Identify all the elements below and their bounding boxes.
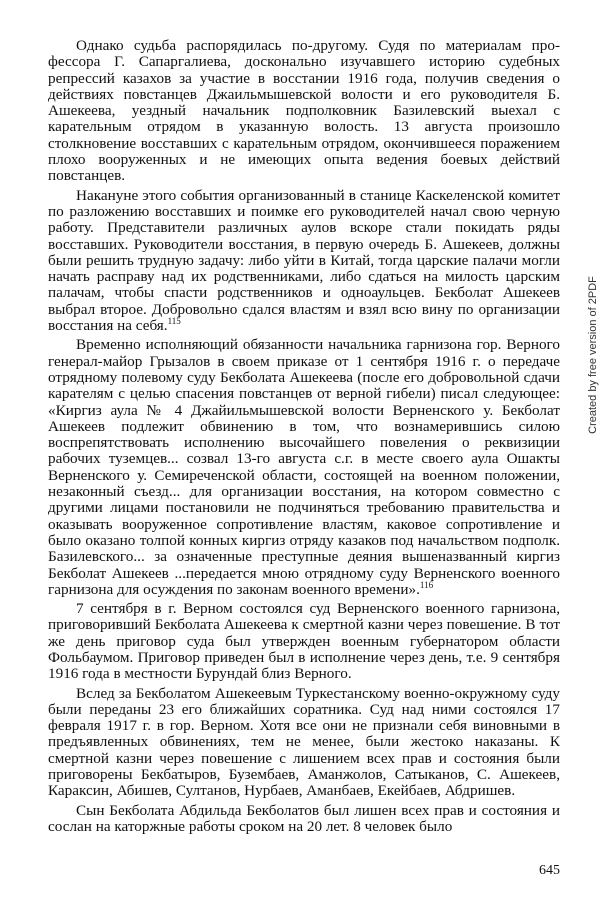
paragraph-4-text: 7 сентября в г. Верном состоялся суд Верненского военного гарнизона, приговоривший Бекболата Ашекеева к смертной казни через повешение. В тот же день приговор суда был утвержден военным губернатором области Фольбаумом. Приговор приведен был в исполнение через день, т.е. 9 сентября 1916 года в местности Бурундай близ Верного. [48, 600, 560, 683]
paragraph-4 [48, 601, 560, 682]
paragraph-6 [48, 803, 560, 836]
paragraph-6-text: Сын Бекболата Абдильда Бекболатов был лишен всех прав и состояния и сослан на каторжные работы сроком на 20 лет. 8 человек было [48, 801, 560, 835]
paragraph-2-text: Накануне этого события организованный в станице Каскеленской комитет по разложению восставших и поимке его руководителей начал свою черную работу. Представители различных аулов вскоре стали покидать ряды восставших. Руководители восстания, в первую очередь Б. Ашекеев, должны были решить трудную задачу: либо уйти в Китай, тогда царские палачи могли начать расправу над их родственниками, либо сдаться на милость царским палачам, чтобы спасти родственников и одноаульцев. Бекболат Ашекеев выбрал второе. Добровольно сдался властям и взял всю вину по организации восстания на себя. [48, 186, 560, 335]
paragraph-1 [48, 38, 560, 185]
paragraph-1-text: Однако судьба распорядилась по-другому. Судя по материалам профессора Г. Сапаргалиева, досконально изучавшего историю судебных репрессий казахов за участие в восстании 1916 года, получив сведения о действиях повстанцев Джаильмышевской волости и его руководителя Б. Ашекеева, уездный начальник подполковник Базилевский выехал с карательным отрядом в указанную волость. 13 августа произошло столкновение восставших с карательным отрядом, окончившееся поражением плохо вооруженных и не имеющих опыта ведения боевых действий повстанцев. [48, 37, 560, 185]
paragraph-5 [48, 686, 560, 800]
paragraph-2 [48, 188, 560, 335]
footnote-115: 115 [167, 315, 181, 326]
footnote-116: 116 [419, 579, 434, 590]
watermark [586, 190, 600, 520]
paragraph-3 [48, 337, 560, 598]
paragraph-5-text: Вслед за Бекболатом Ашекеевым Туркестанскому военно-окружному суду были переданы 23 его ближайших соратника. Суд над ними состоялся 17 февраля 1917 г. в гор. Верном. Хотя все они не признали себя виновными в предъявленных обвинениях, тем не менее, были жестоко наказаны. К смертной казни через повешение с лишением всех прав и состояния были приговорены Бекбатыров, Бузембаев, Аманжолов, Сатыканов, С. Ашекеев, Караксин, Абишев, Султанов, Нурбаев, Аманбаев, Екейбаев, Абдришев. [48, 684, 560, 800]
page-number: 645 [539, 863, 560, 878]
page-body [48, 38, 560, 835]
watermark-text: Created by free version of 2PDF [587, 276, 599, 434]
paragraph-3-text: Временно исполняющий обязанности начальника гарнизона гор. Верного генерал-майор Грызалов в своем приказе от 1 сентября 1916 г. о передаче отрядному полевому суду Бекболата Ашекеева (после его добровольной сдачи карателям с целью спасения повстанцев от верной гибели) писал следующее: «Киргиз аула № 4 Джайильмышевской волости Верненского у. Бекболат Ашекеев подлежит обвинению в том, что вознамерившись силою воспрепятствовать исполнению высочайшего повеления о реквизиции рабочих туземцев... созвал 13-го августа с.г. в месте своего аула Ошакты Верненского у. Семиреченской области, состоящей на военном положении, незаконный съезд... для организации восстания, на котором совместно с другими лицами постановили не подчиняться требованию правительства и оказывать вооруженное сопротивление властям, каковое сопротивление и было оказано толпой конных киргиз отряду казаков под начальством подполк. Базилевского... за означенные преступные деяния вышеназванный киргиз Бекболат Ашекеев ...передается мною отрядному суду Верненского военного гарнизона для осуждения по законам военного времени». [48, 336, 560, 598]
